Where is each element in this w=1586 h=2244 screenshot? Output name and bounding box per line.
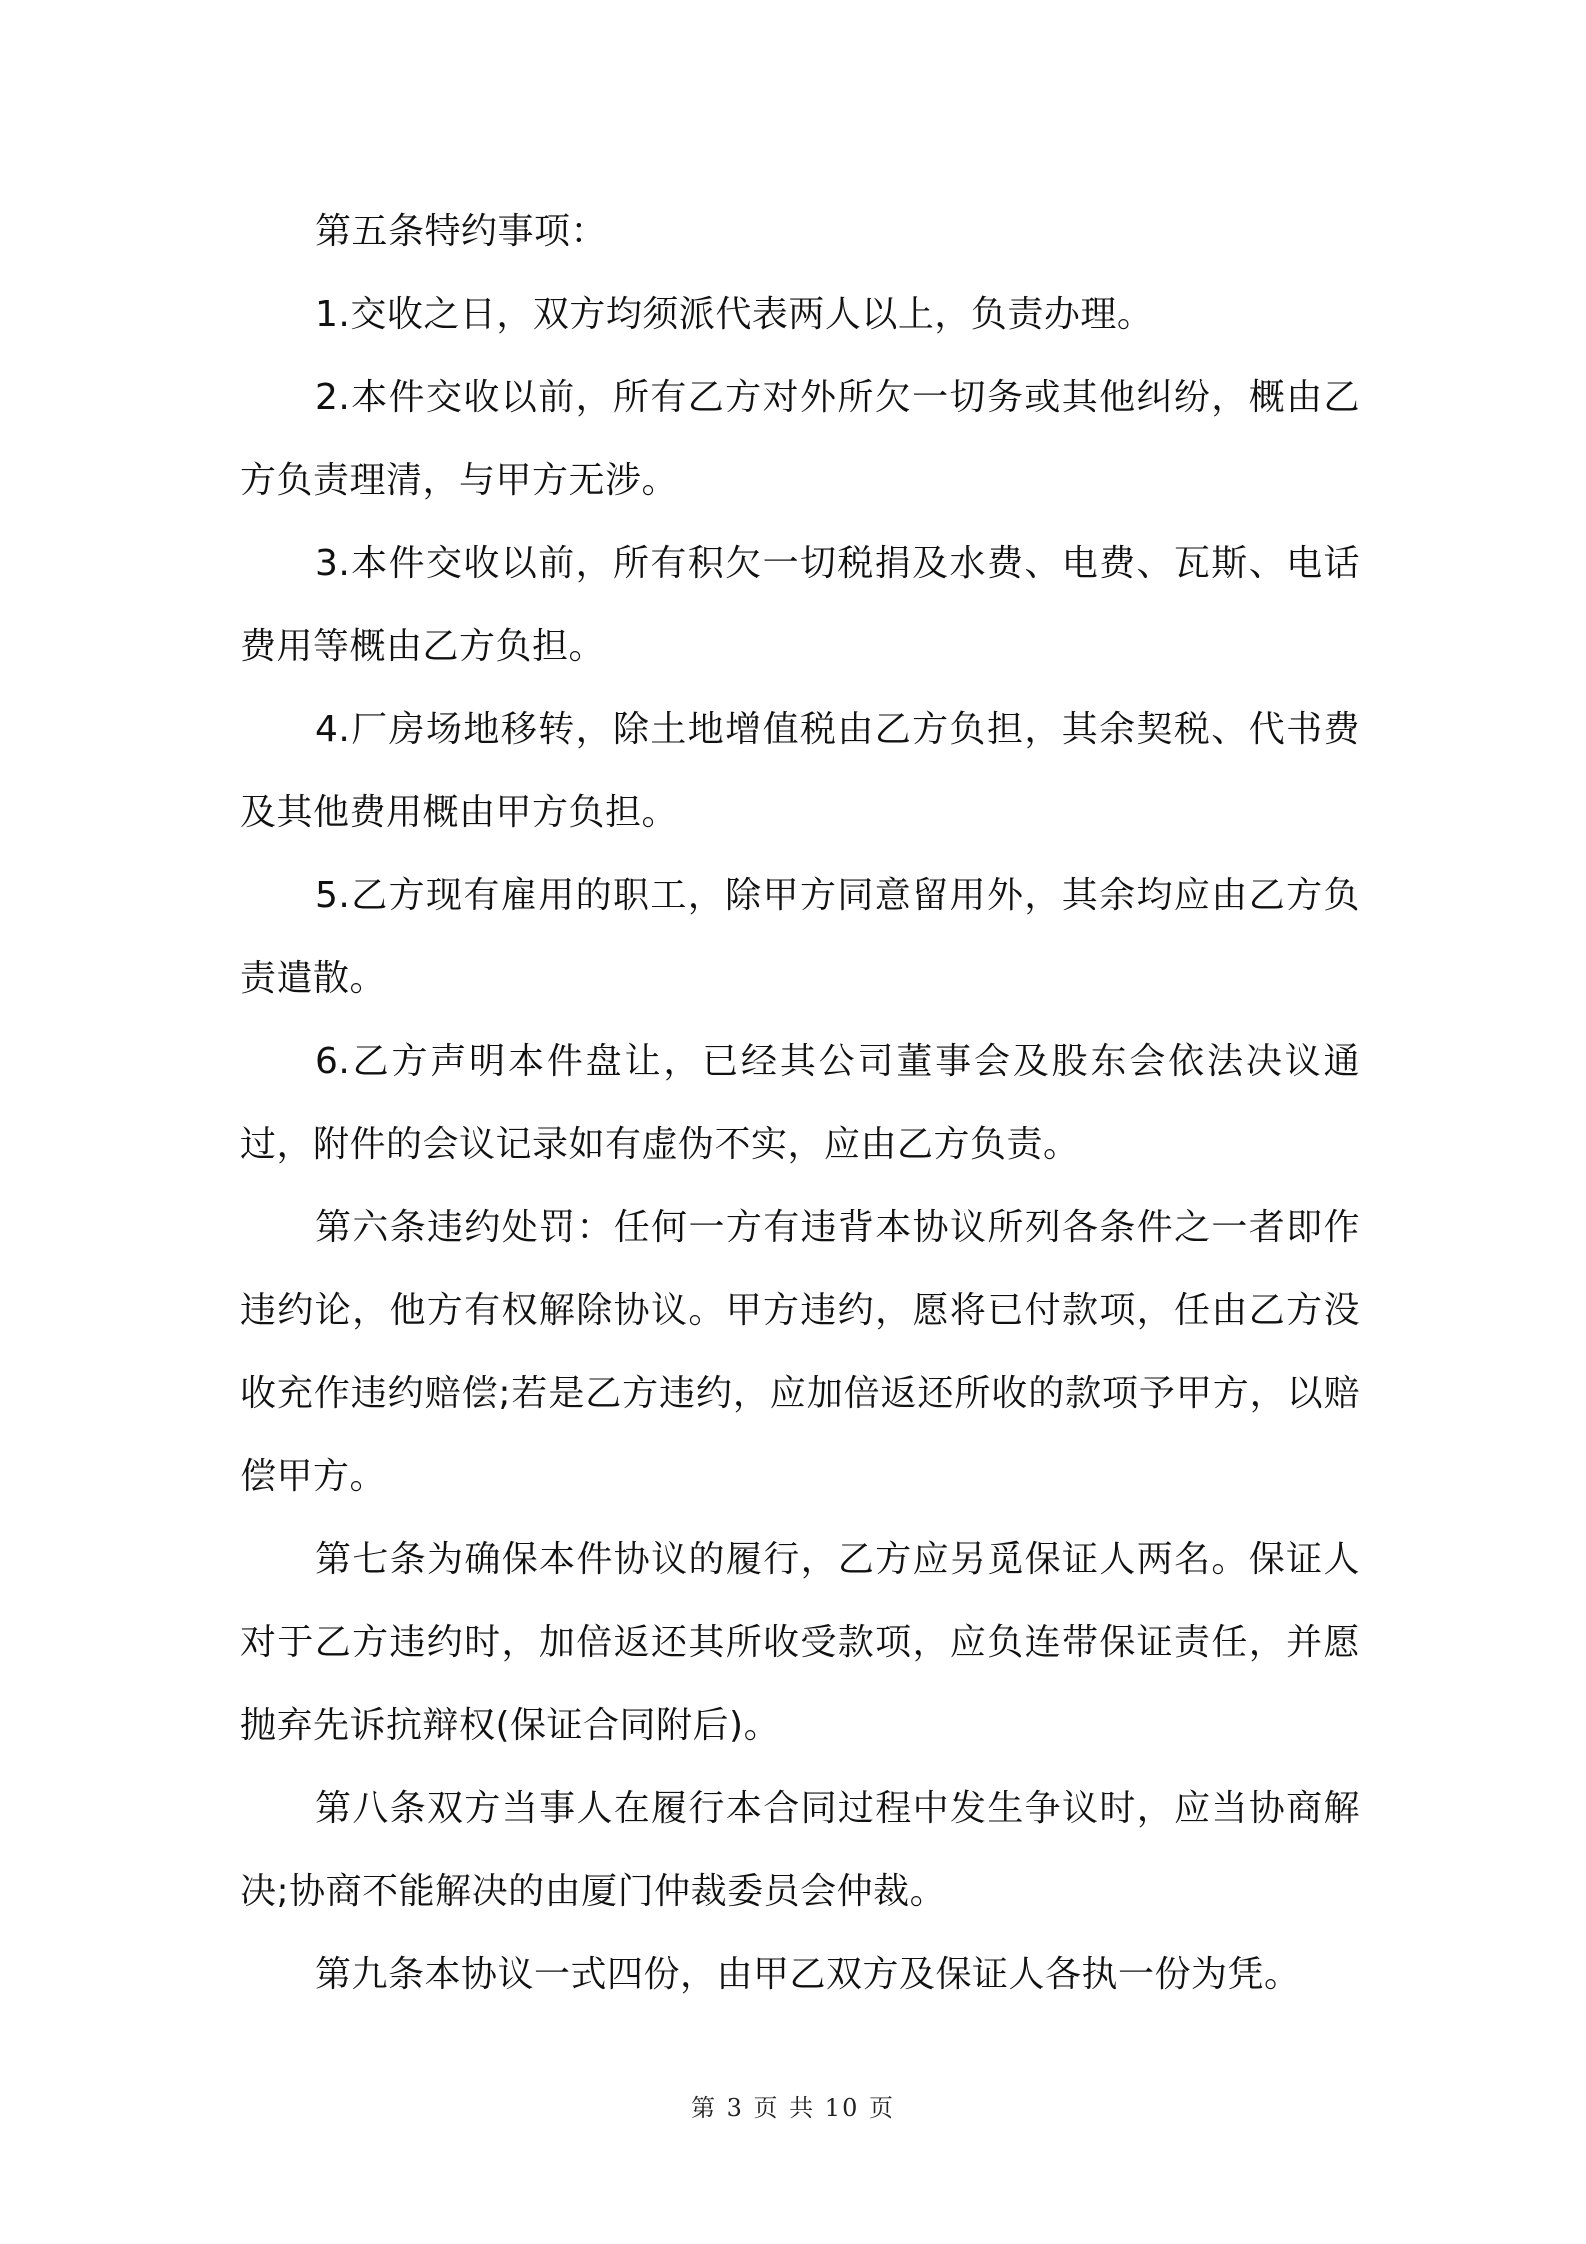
clause-9-copies: 第九条本协议一式四份，由甲乙双方及保证人各执一份为凭。 xyxy=(315,1954,1301,1995)
clause-5-item-2: 2.本件交收以前，所有乙方对外所欠一切务或其他纠纷，概由乙方负责理清，与甲方无涉。 xyxy=(240,377,1360,501)
clause-5-item-1: 1.交收之日，双方均须派代表两人以上，负责办理。 xyxy=(315,294,1154,335)
clause-7-guarantor: 第七条为确保本件协议的履行，乙方应另觅保证人两名。保证人对于乙方违约时，加倍返还其所收受款项，应负连带保证责任，并愿抛弃先诉抗辩权(保证合同附后)。 xyxy=(240,1539,1360,1746)
clause-5-item-5: 5.乙方现有雇用的职工，除甲方同意留用外，其余均应由乙方负责遣散。 xyxy=(240,875,1360,999)
clause-6-breach-penalty: 第六条违约处罚：任何一方有违背本协议所列各条件之一者即作违约论，他方有权解除协议。甲方违约，愿将已付款项，任由乙方没收充作违约赔偿;若是乙方违约，应加倍返还所收的款项予甲方，以赔偿甲方。 xyxy=(240,1207,1360,1497)
document-body xyxy=(240,190,1360,2016)
clause-5-item-4: 4.厂房场地移转，除土地增值税由乙方负担，其余契税、代书费及其他费用概由甲方负担。 xyxy=(240,709,1360,833)
clause-8-dispute: 第八条双方当事人在履行本合同过程中发生争议时，应当协商解决;协商不能解决的由厦门仲裁委员会仲裁。 xyxy=(240,1788,1360,1912)
clause-5-item-3: 3.本件交收以前，所有积欠一切税捐及水费、电费、瓦斯、电话费用等概由乙方负担。 xyxy=(240,543,1360,667)
page-number-footer: 第 3 页 共 10 页 xyxy=(691,2094,895,2122)
clause-5-item-6: 6.乙方声明本件盘让，已经其公司董事会及股东会依法决议通过，附件的会议记录如有虚伪不实，应由乙方负责。 xyxy=(240,1041,1360,1165)
clause-5-heading: 第五条特约事项： xyxy=(315,211,608,252)
